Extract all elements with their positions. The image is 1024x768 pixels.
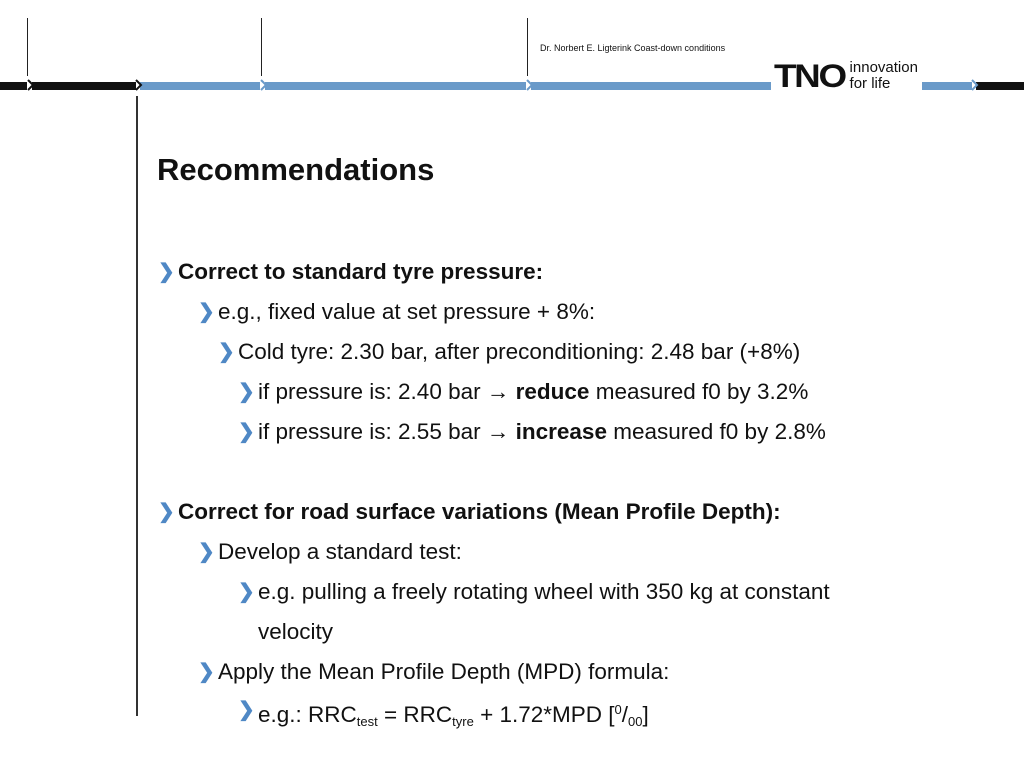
arrow-icon: → <box>486 419 510 444</box>
header-divider <box>261 18 262 76</box>
bullet-chevron-icon: ❯ <box>218 341 235 363</box>
band-chevron-icon <box>525 79 537 91</box>
logo-mark: TNO <box>774 58 845 94</box>
header-divider <box>27 18 28 76</box>
bullet-level2: ❯ Develop a standard test: <box>198 539 462 564</box>
bullet-level4: ❯ e.g. pulling a freely rotating wheel with 350 kg at constant <box>238 579 830 604</box>
bullet-level2: ❯ e.g., fixed value at set pressure + 8%: <box>198 299 596 324</box>
header-band-black <box>0 82 27 90</box>
bullet-level2: ❯ Apply the Mean Profile Depth (MPD) formula: <box>198 659 670 684</box>
bullet-level1: ❯ Correct for road surface variations (Mean Profile Depth): <box>158 499 781 524</box>
tno-logo <box>774 59 922 93</box>
bullet-chevron-icon: ❯ <box>198 301 215 323</box>
bullet-chevron-icon: ❯ <box>238 699 255 721</box>
bullet-chevron-icon: ❯ <box>238 581 255 603</box>
bullet-chevron-icon: ❯ <box>198 541 215 563</box>
band-chevron-icon <box>970 79 982 91</box>
bullet-level4: ❯ if pressure is: 2.40 bar → reduce measured f0 by 3.2% <box>238 379 809 404</box>
bullet-continuation: velocity <box>258 619 334 644</box>
header-band-blue <box>140 82 260 90</box>
band-chevron-icon <box>26 79 38 91</box>
bullet-chevron-icon: ❯ <box>158 501 175 523</box>
header-band-black <box>976 82 1024 90</box>
bullet-level3: ❯ Cold tyre: 2.30 bar, after preconditioning: 2.48 bar (+8%) <box>218 339 801 364</box>
header-band-blue <box>531 82 771 90</box>
slide-title: Recommendations <box>157 152 435 187</box>
header-divider <box>527 18 528 76</box>
left-vertical-rule <box>136 96 138 716</box>
formula-bullet: ❯ e.g.: $RRC_{test} = RRC_{tyre} + 1.72*MPD$ $[^0/_{00}]$ <box>258 696 649 736</box>
band-chevron-icon <box>259 79 271 91</box>
bullet-chevron-icon: ❯ <box>198 661 215 683</box>
bullet-level1: ❯ Correct to standard tyre pressure: <box>158 259 544 284</box>
bullet-chevron-icon: ❯ <box>158 261 175 283</box>
bullet-level4: ❯ if pressure is: 2.55 bar → increase measured f0 by 2.8% <box>238 419 826 444</box>
header-band-blue <box>265 82 526 90</box>
presenter-header-text: Dr. Norbert E. Ligterink Coast-down conditions <box>540 43 726 53</box>
bullet-chevron-icon: ❯ <box>238 381 255 403</box>
band-chevron-icon <box>134 79 146 91</box>
header-band-blue <box>920 82 972 90</box>
bullet-chevron-icon: ❯ <box>238 421 255 443</box>
header-band-black <box>32 82 136 90</box>
logo-tagline: innovation for life <box>849 59 918 92</box>
arrow-icon: → <box>486 379 510 404</box>
